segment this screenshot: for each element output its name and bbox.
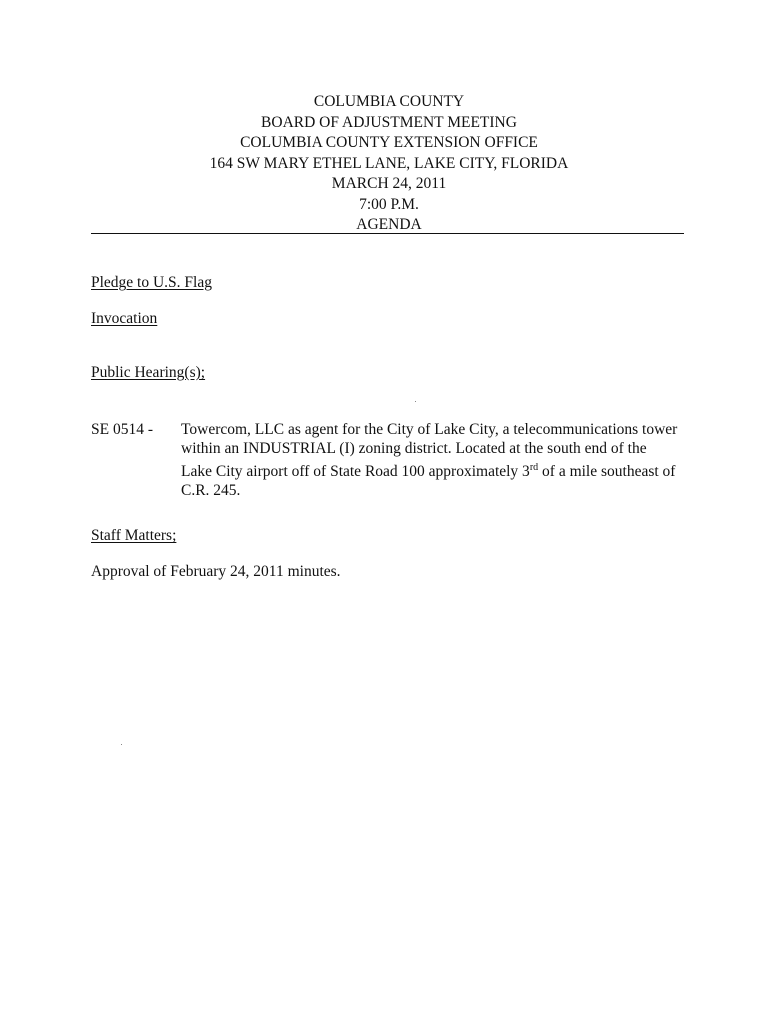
invocation-heading: Invocation xyxy=(91,310,158,327)
meeting-date: MARCH 24, 2011 xyxy=(331,175,447,192)
staff-matters-heading: Staff Matters; xyxy=(91,527,177,544)
scan-speck xyxy=(415,401,416,402)
agenda-title: AGENDA xyxy=(356,216,422,233)
item-text-part2: of a mile southeast of C.R. 245. xyxy=(181,463,676,500)
approval-item: Approval of February 24, 2011 minutes. xyxy=(91,563,341,580)
item-text-part1: Towercom, LLC as agent for the City of Lake City, a telecommunications tower within an INDUSTRIAL (I) zoning district. Located at the south end of the Lake City airport off of State Road 100 approximately 3 xyxy=(181,421,678,481)
item-superscript: rd xyxy=(529,462,539,473)
venue-name: COLUMBIA COUNTY EXTENSION OFFICE xyxy=(240,134,538,151)
meeting-time: 7:00 P.M. xyxy=(359,195,419,213)
meeting-name: BOARD OF ADJUSTMENT MEETING xyxy=(261,113,517,131)
item-description xyxy=(181,420,681,500)
pledge-heading: Pledge to U.S. Flag xyxy=(91,274,212,291)
item-code: SE 0514 - xyxy=(91,421,153,438)
public-hearings-heading: Public Hearing(s); xyxy=(91,364,206,381)
header-divider xyxy=(91,233,684,234)
venue-address: 164 SW MARY ETHEL LANE, LAKE CITY, FLORIDA xyxy=(209,154,569,172)
scan-speck xyxy=(121,744,122,745)
county-name: COLUMBIA COUNTY xyxy=(313,93,465,110)
agenda-header xyxy=(0,92,770,236)
